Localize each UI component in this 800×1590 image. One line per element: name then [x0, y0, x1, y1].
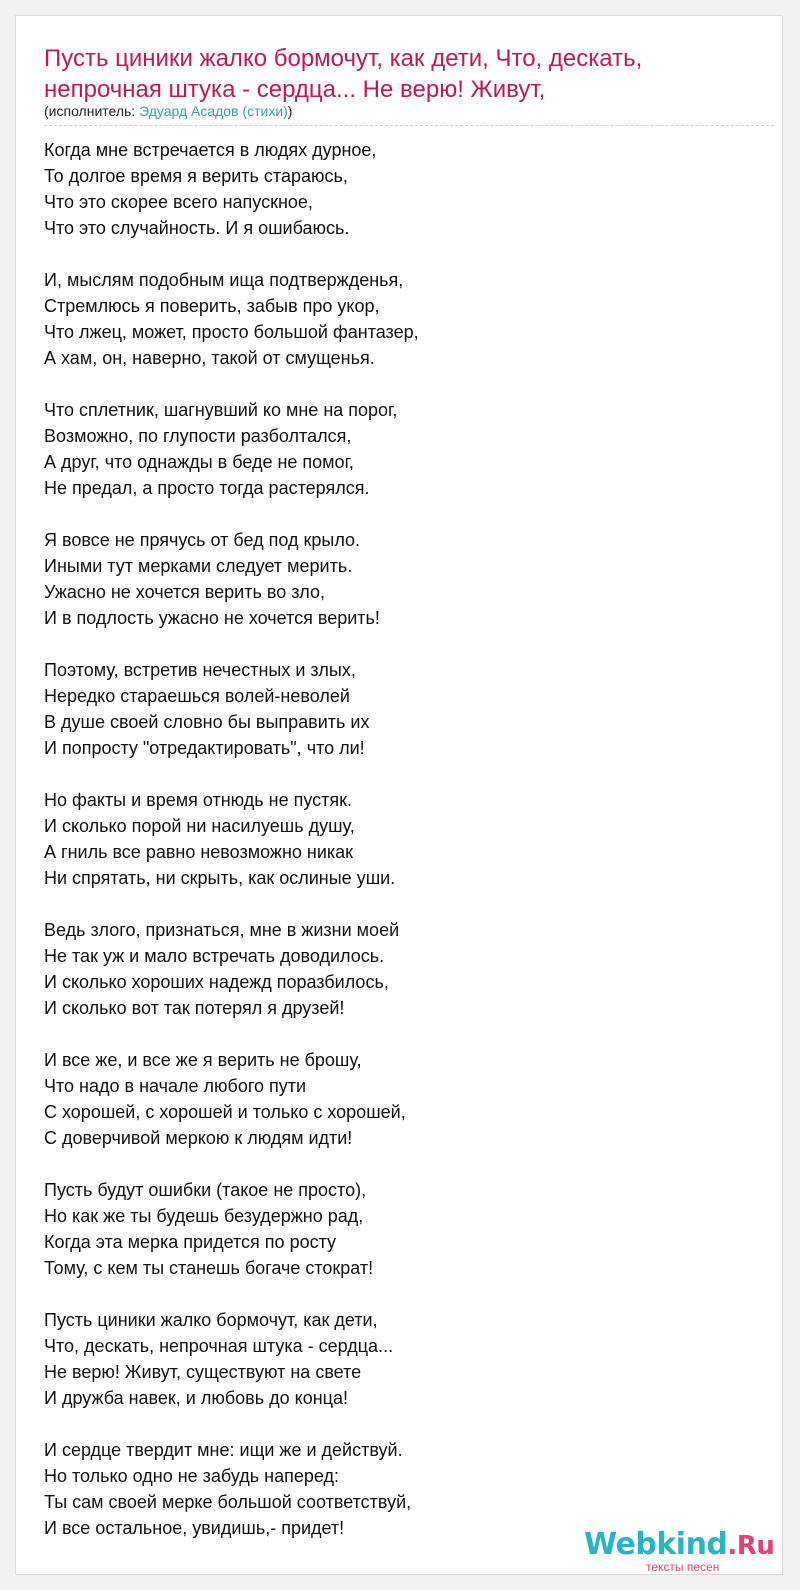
lyrics-stanza [44, 1437, 764, 1541]
lyrics-line: И сколько вот так потерял я друзей! [44, 998, 345, 1018]
lyrics-stanza [44, 657, 764, 761]
lyrics-stanza [44, 1307, 764, 1411]
artist-line [44, 102, 292, 120]
lyrics-line: Возможно, по глупости разболтался, [44, 426, 352, 446]
lyrics-line: Нередко стараешься волей-неволей [44, 686, 350, 706]
lyrics-line: И все же, и все же я верить не брошу, [44, 1050, 362, 1070]
lyrics-line: Иными тут мерками следует мерить. [44, 556, 353, 576]
lyrics-line: Я вовсе не прячусь от бед под крыло. [44, 530, 361, 550]
lyrics-stanza [44, 267, 764, 371]
lyrics-line: Ты сам своей мерке большой соответствуй, [44, 1492, 412, 1512]
lyrics-line: Не так уж и мало встречать доводилось. [44, 946, 385, 966]
lyrics-stanza [44, 787, 764, 891]
lyrics-line: Что надо в начале любого пути [44, 1076, 307, 1096]
lyrics-line: То долгое время я верить стараюсь, [44, 166, 348, 186]
page-title: Пусть циники жалко бормочут, как дети, Что, дескать, непрочная штука - сердца... Не верю! Живут, [44, 45, 643, 103]
lyrics-line: С хорошей, с хорошей и только с хорошей, [44, 1102, 406, 1122]
lyrics-line: Что это скорее всего напускное, [44, 192, 313, 212]
lyrics-line: А гниль все равно невозможно никак [44, 842, 354, 862]
lyrics-line: Пусть циники жалко бормочут, как дети, [44, 1310, 378, 1330]
lyrics-line: Но как же ты будешь безудержно рад, [44, 1206, 364, 1226]
logo-tld: .Ru [727, 1531, 775, 1561]
artist-prefix: (исполнитель: [44, 103, 140, 119]
lyrics-line: И дружба навек, и любовь до конца! [44, 1388, 348, 1408]
lyrics-line: И в подлость ужасно не хочется верить! [44, 608, 380, 628]
lyrics-line: Что сплетник, шагнувший ко мне на порог, [44, 400, 398, 420]
lyrics-line: И попросту "отредактировать", что ли! [44, 738, 365, 758]
lyrics-line: Что лжец, может, просто большой фантазер, [44, 322, 419, 342]
lyrics-line: В душе своей словно бы выправить их [44, 712, 370, 732]
logo-tagline: тексты песен [646, 1560, 720, 1574]
lyrics-stanza [44, 1047, 764, 1151]
lyrics-line: Стремлюсь я поверить, забыв про укор, [44, 296, 380, 316]
lyrics-line: Что, дескать, непрочная штука - сердца... [44, 1336, 394, 1356]
lyrics-stanza [44, 917, 764, 1021]
page-card [15, 15, 783, 1575]
lyrics-line: Не предал, а просто тогда растерялся. [44, 478, 370, 498]
site-logo[interactable] [584, 1528, 784, 1578]
lyrics-line: И все остальное, увидишь,- придет! [44, 1518, 345, 1538]
lyrics-line: И, мыслям подобным ища подтвержденья, [44, 270, 404, 290]
artist-link[interactable]: Эдуард Асадов (стихи) [139, 103, 288, 119]
logo-wordmark [584, 1528, 774, 1563]
lyrics-line: Пусть будут ошибки (такое не просто), [44, 1180, 367, 1200]
lyrics-line: С доверчивой меркою к людям идти! [44, 1128, 353, 1148]
lyrics-line: Что это случайность. И я ошибаюсь. [44, 218, 350, 238]
header-divider [44, 125, 774, 126]
lyrics-line: Когда мне встречается в людях дурное, [44, 140, 377, 160]
lyrics-stanza [44, 1177, 764, 1281]
lyrics-line: И сколько порой ни насилуешь душу, [44, 816, 355, 836]
lyrics-line: А друг, что однажды в беде не помог, [44, 452, 354, 472]
lyrics-line: Поэтому, встретив нечестных и злых, [44, 660, 356, 680]
lyrics-body [44, 137, 764, 1567]
lyrics-line: Не верю! Живут, существуют на свете [44, 1362, 362, 1382]
lyrics-line: И сколько хороших надежд поразбилось, [44, 972, 389, 992]
lyrics-line: Но только одно не забудь наперед: [44, 1466, 339, 1486]
lyrics-line: Но факты и время отнюдь не пустяк. [44, 790, 353, 810]
lyrics-stanza [44, 527, 764, 631]
lyrics-line: Ни спрятать, ни скрыть, как ослиные уши. [44, 868, 396, 888]
lyrics-line: А хам, он, наверно, такой от смущенья. [44, 348, 375, 368]
lyrics-stanza [44, 137, 764, 241]
artist-suffix: ) [287, 103, 293, 119]
lyrics-line: Тому, с кем ты станешь богаче стократ! [44, 1258, 374, 1278]
logo-brand: Webkind [584, 1527, 728, 1562]
lyrics-stanza [44, 397, 764, 501]
lyrics-line: Ужасно не хочется верить во зло, [44, 582, 325, 602]
lyrics-line: Когда эта мерка придется по росту [44, 1232, 337, 1252]
lyrics-line: И сердце твердит мне: ищи же и действуй. [44, 1440, 403, 1460]
lyrics-line: Ведь злого, признаться, мне в жизни моей [44, 920, 400, 940]
